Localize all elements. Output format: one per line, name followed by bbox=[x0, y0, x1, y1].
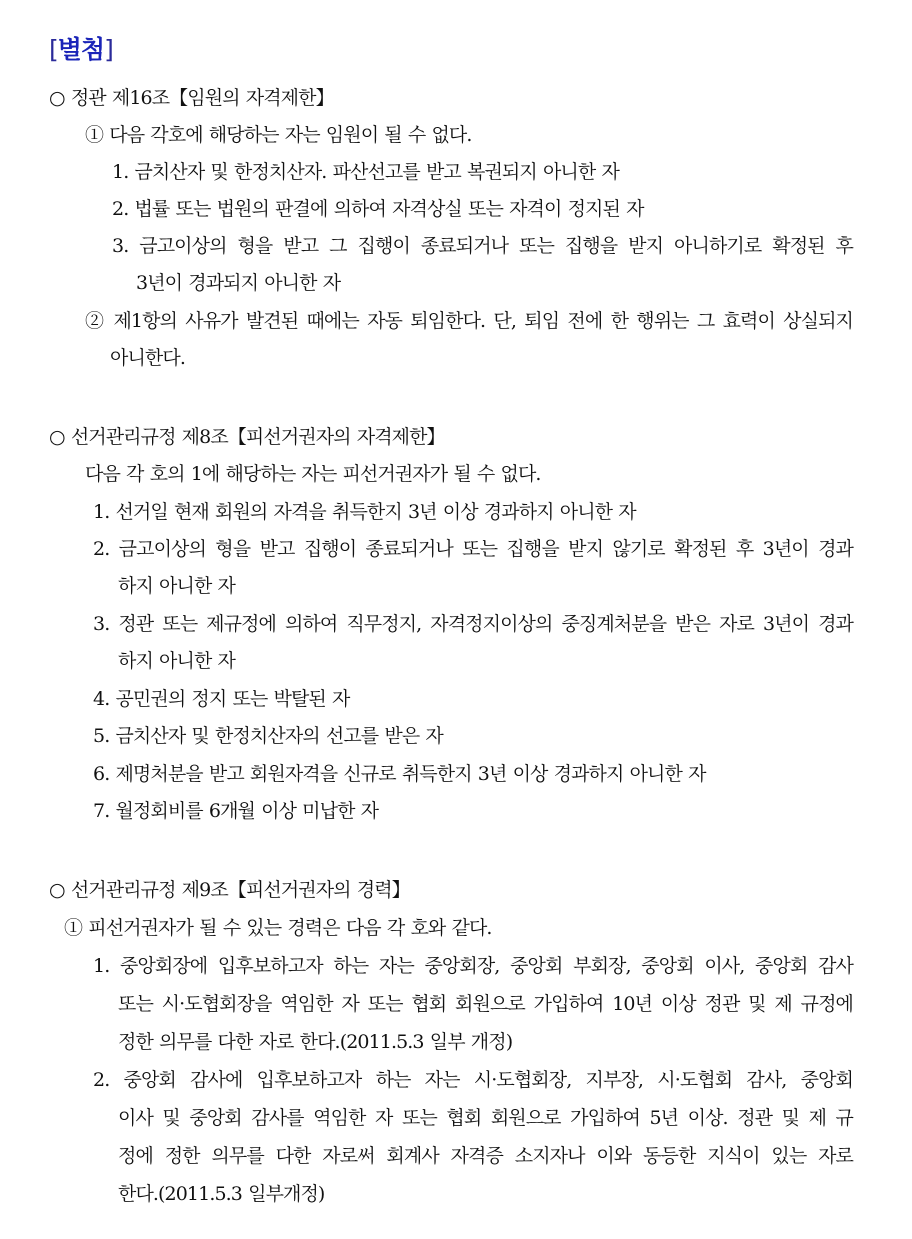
section-3-item-2-cont-1 bbox=[118, 1106, 853, 1130]
section-1-item-1: 1. 금치산자 및 한정치산자. 파산선고를 받고 복권되지 아니한 자 bbox=[112, 161, 619, 183]
section-3-paragraph-1: ① 피선거권자가 될 수 있는 경력은 다음 각 호와 같다. bbox=[64, 917, 492, 939]
section-3-heading: ○ 선거관리규정 제9조【피선거권자의 경력】 bbox=[49, 879, 410, 901]
section-2-item-2-line-1: 2. 금고이상의 형을 받고 집행이 종료되거나 또는 집행을 받지 않기로 확정된 후 3년이 경과 bbox=[93, 538, 853, 560]
section-2-item-2-line-2: 하지 아니한 자 bbox=[118, 575, 236, 597]
section-1-heading: ○ 정관 제16조【임원의 자격제한】 bbox=[49, 87, 334, 109]
section-1-paragraph-2-line-1: ② 제1항의 사유가 발견된 때에는 자동 퇴임한다. 단, 퇴임 전에 한 행위는 그 효력이 상실되지 bbox=[85, 310, 853, 332]
section-3-item-2-line-2: 이사 및 중앙회 감사를 역임한 자 또는 협회 회원으로 가입하여 5년 이상. 정관 및 제 규 bbox=[118, 1107, 853, 1129]
section-2-item-7: 7. 월정회비를 6개월 이상 미납한 자 bbox=[93, 800, 379, 822]
section-3-item-1-cont bbox=[118, 992, 853, 1016]
section-3-item-2-line-1: 2. 중앙회 감사에 입후보하고자 하는 자는 시·도협회장, 지부장, 시·도협회 감사, 중앙회 bbox=[93, 1069, 853, 1091]
title-close-bracket: ] bbox=[104, 35, 113, 64]
section-1-paragraph-1: ① 다음 각호에 해당하는 자는 임원이 될 수 없다. bbox=[85, 124, 472, 146]
section-1-paragraph-2-line-2: 아니한다. bbox=[110, 347, 185, 369]
section-2-item-2 bbox=[93, 537, 853, 561]
section-1-item-3-line-2: 3년이 경과되지 아니한 자 bbox=[136, 272, 341, 294]
section-3-item-2-cont-2 bbox=[118, 1144, 853, 1168]
section-2-item-5: 5. 금치산자 및 한정치산자의 선고를 받은 자 bbox=[93, 725, 443, 747]
section-2-item-3-line-1: 3. 정관 또는 제규정에 의하여 직무정지, 자격정지이상의 중징계처분을 받은 자로 3년이 경과 bbox=[93, 613, 853, 635]
section-2-item-1: 1. 선거일 현재 회원의 자격을 취득한지 3년 이상 경과하지 아니한 자 bbox=[93, 501, 636, 523]
section-2-intro: 다음 각 호의 1에 해당하는 자는 피선거권자가 될 수 없다. bbox=[85, 463, 541, 485]
section-1-item-3-line-1: 3. 금고이상의 형을 받고 그 집행이 종료되거나 또는 집행을 받지 아니하기로 확정된 후 bbox=[112, 235, 853, 257]
section-3-item-1-line-3: 정한 의무를 다한 자로 한다.(2011.5.3 일부 개정) bbox=[118, 1031, 513, 1053]
section-3-item-1 bbox=[93, 954, 853, 978]
section-3-item-1-line-2: 또는 시·도협회장을 역임한 자 또는 협회 회원으로 가입하여 10년 이상 정관 및 제 규정에 bbox=[118, 993, 853, 1015]
section-2-item-3-line-2: 하지 아니한 자 bbox=[118, 650, 236, 672]
section-1-item-2: 2. 법률 또는 법원의 판결에 의하여 자격상실 또는 자격이 정지된 자 bbox=[112, 198, 644, 220]
section-2-item-4: 4. 공민권의 정지 또는 박탈된 자 bbox=[93, 688, 350, 710]
section-1-item-3 bbox=[112, 234, 853, 258]
section-2-item-3 bbox=[93, 612, 853, 636]
page-title bbox=[49, 30, 113, 66]
section-3-item-2-line-3: 정에 정한 의무를 다한 자로써 회계사 자격증 소지자나 이와 동등한 지식이 있는 자로 bbox=[118, 1145, 853, 1167]
title-text: 별첨 bbox=[57, 35, 105, 64]
section-2-heading: ○ 선거관리규정 제8조【피선거권자의 자격제한】 bbox=[49, 426, 445, 448]
section-3-item-2-line-4: 한다.(2011.5.3 일부개정) bbox=[118, 1183, 325, 1205]
section-1-paragraph-2 bbox=[85, 309, 853, 333]
section-2-item-6: 6. 제명처분을 받고 회원자격을 신규로 취득한지 3년 이상 경과하지 아니한 자 bbox=[93, 763, 706, 785]
title-open-bracket: [ bbox=[49, 35, 58, 64]
section-3-item-2 bbox=[93, 1068, 853, 1092]
section-3-item-1-line-1: 1. 중앙회장에 입후보하고자 하는 자는 중앙회장, 중앙회 부회장, 중앙회 이사, 중앙회 감사 bbox=[93, 955, 853, 977]
